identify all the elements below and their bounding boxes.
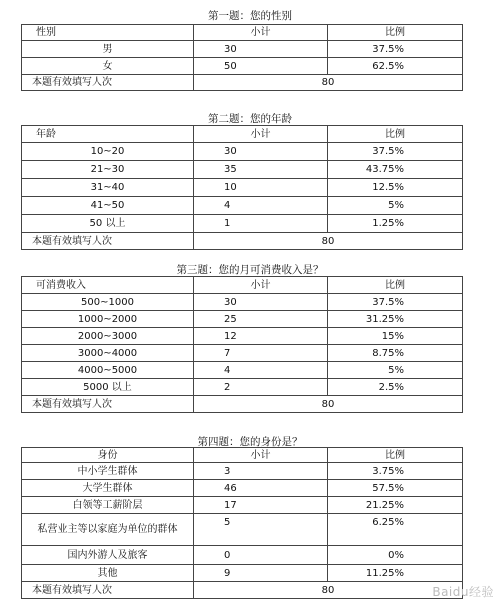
row-count: 30 [194,294,328,311]
row-count: 35 [194,161,328,179]
q3-title: 第三题：您的月可消费收入是？ [176,264,324,276]
table-row [22,179,463,197]
header-label: 可消费收入 [22,277,194,294]
table-row [22,546,463,565]
row-count: 10 [194,179,328,197]
total-value: 80 [194,582,463,599]
row-label: 21~30 [22,161,194,179]
row-pct: 2.5% [328,379,463,396]
total-row [22,75,463,91]
row-count: 25 [194,311,328,328]
row-label: 私营业主等以家庭为单位的群体 [22,514,194,546]
row-pct: 43.75% [328,161,463,179]
q1-table [21,24,463,91]
row-label: 男 [22,41,194,58]
header-label: 性别 [22,25,194,41]
row-pct: 3.75% [328,463,463,480]
row-count: 1 [194,215,328,233]
table-row [22,345,463,362]
row-count: 4 [194,197,328,215]
row-label: 31~40 [22,179,194,197]
row-count: 46 [194,480,328,497]
row-count: 17 [194,497,328,514]
row-count: 3 [194,463,328,480]
q2-table [21,125,463,250]
total-value: 80 [194,75,463,91]
row-count: 30 [194,41,328,58]
row-count: 5 [194,514,328,546]
total-label: 本题有效填写人次 [22,396,194,413]
total-row [22,396,463,413]
row-count: 7 [194,345,328,362]
row-pct: 12.5% [328,179,463,197]
header-count: 小计 [194,448,328,463]
total-label: 本题有效填写人次 [22,582,194,599]
row-label: 白领等工薪阶层 [22,497,194,514]
row-pct: 11.25% [328,565,463,582]
table-row [22,328,463,345]
row-label: 中小学生群体 [22,463,194,480]
row-pct: 8.75% [328,345,463,362]
row-count: 2 [194,379,328,396]
row-pct: 57.5% [328,480,463,497]
row-pct: 5% [328,362,463,379]
row-count: 50 [194,58,328,75]
header-pct: 比例 [328,25,463,41]
row-pct: 15% [328,328,463,345]
row-count: 30 [194,143,328,161]
row-label: 41~50 [22,197,194,215]
row-pct: 37.5% [328,294,463,311]
row-count: 12 [194,328,328,345]
row-label: 5000 以上 [22,379,194,396]
table-row [22,197,463,215]
row-pct: 1.25% [328,215,463,233]
table-row [22,294,463,311]
total-row [22,233,463,250]
row-label: 国内外游人及旅客 [22,546,194,565]
table-row [22,497,463,514]
row-count: 4 [194,362,328,379]
row-pct: 6.25% [328,514,463,546]
total-value: 80 [194,233,463,250]
row-label: 大学生群体 [22,480,194,497]
table-header-row [22,277,463,294]
table-row [22,362,463,379]
row-label: 1000~2000 [22,311,194,328]
total-label: 本题有效填写人次 [22,233,194,250]
table-row [22,565,463,582]
header-count: 小计 [194,126,328,143]
row-label: 2000~3000 [22,328,194,345]
table-row [22,41,463,58]
table-row [22,58,463,75]
q4-table [21,447,463,599]
table-row [22,311,463,328]
row-label: 4000~5000 [22,362,194,379]
table-row [22,143,463,161]
row-pct: 5% [328,197,463,215]
row-pct: 62.5% [328,58,463,75]
header-pct: 比例 [328,448,463,463]
header-pct: 比例 [328,277,463,294]
row-label: 3000~4000 [22,345,194,362]
header-label: 年龄 [22,126,194,143]
row-pct: 31.25% [328,311,463,328]
row-label: 500~1000 [22,294,194,311]
header-label: 身份 [22,448,194,463]
q1-title: 第一题：您的性别 [208,10,292,22]
row-count: 9 [194,565,328,582]
table-row [22,463,463,480]
table-row [22,514,463,546]
table-row [22,480,463,497]
table-row [22,161,463,179]
row-count: 0 [194,546,328,565]
row-pct: 0% [328,546,463,565]
row-label: 女 [22,58,194,75]
total-value: 80 [194,396,463,413]
watermark-logo: Baidu经验 [432,585,494,599]
table-header-row [22,25,463,41]
table-row [22,379,463,396]
header-count: 小计 [194,25,328,41]
row-label: 其他 [22,565,194,582]
q2-title: 第二题：您的年龄 [208,113,292,125]
row-pct: 21.25% [328,497,463,514]
row-label: 50 以上 [22,215,194,233]
q4-title: 第四题：您的身份是？ [197,436,303,448]
table-row [22,215,463,233]
row-pct: 37.5% [328,41,463,58]
q3-table [21,276,463,413]
table-header-row [22,448,463,463]
table-header-row [22,126,463,143]
header-pct: 比例 [328,126,463,143]
row-label: 10~20 [22,143,194,161]
header-count: 小计 [194,277,328,294]
total-row [22,582,463,599]
row-pct: 37.5% [328,143,463,161]
total-label: 本题有效填写人次 [22,75,194,91]
